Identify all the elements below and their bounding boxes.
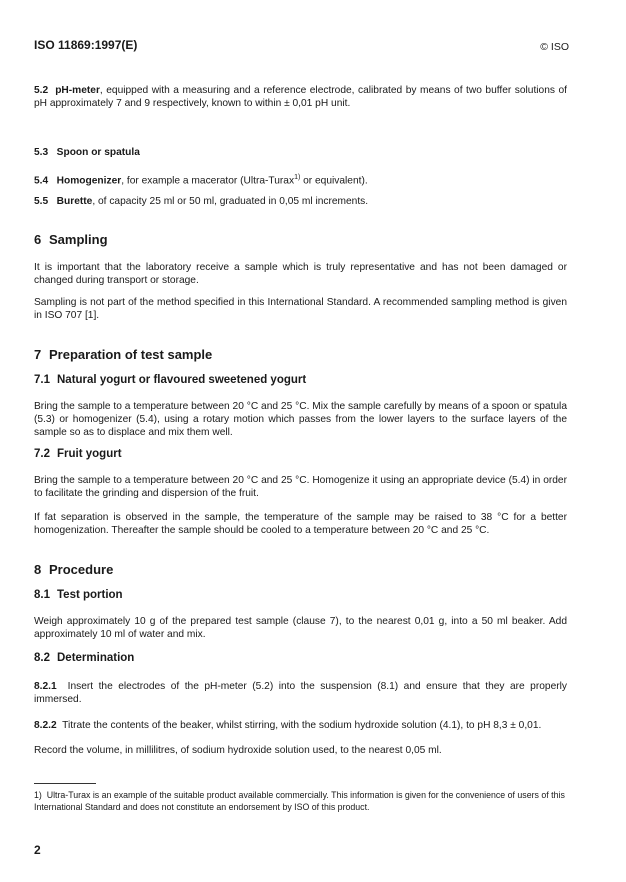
clause-number: 5.4 <box>34 175 49 187</box>
clause-8-2-2 <box>34 719 567 732</box>
clause-term: Burette <box>56 196 93 207</box>
paragraph: If fat separation is observed in the sample, the temperature of the sample may be raised to 38 °C for a better homogenization. Thereafter the sample should be cooled to a temperature between 20 °C and 25 °C. <box>34 512 567 536</box>
paragraph: Record the volume, in millilitres, of sodium hydroxide solution used, to the nearest 0,05 ml. <box>34 745 442 756</box>
paragraph: Weigh approximately 10 g of the prepared test sample (clause 7), to the nearest 0,01 g, into a 50 ml beaker. Add approximately 10 ml of water and mix. <box>34 616 567 640</box>
copyright-notice: © ISO <box>540 41 569 53</box>
section-title: Determination <box>57 652 135 664</box>
section-number: 6 <box>34 232 42 247</box>
footnote <box>34 789 567 813</box>
clause-term: Spoon or spatula <box>56 147 140 158</box>
section-heading-7 <box>34 347 212 362</box>
clause-number: 8.2.2 <box>34 720 57 731</box>
section-number: 7 <box>34 347 42 362</box>
section-title: Preparation of test sample <box>49 347 213 362</box>
paragraph: Sampling is not part of the method specified in this International Standard. A recommended sampling method is given in ISO 707 [1]. <box>34 297 567 321</box>
standard-designation: ISO 11869:1997(E) <box>34 38 138 52</box>
footnote-separator <box>34 783 96 784</box>
section-title: Natural yogurt or flavoured sweetened yogurt <box>57 374 307 386</box>
section-title: Sampling <box>49 232 108 247</box>
clause-text: , for example a macerator (Ultra-Turax <box>121 175 295 187</box>
subsection-heading-7-1 <box>34 374 306 386</box>
section-heading-8 <box>34 562 113 577</box>
paragraph: It is important that the laboratory receive a sample which is truly representative and has not been damaged or changed during transport or storage. <box>34 262 567 286</box>
clause-5-5 <box>34 195 567 208</box>
clause-text: or equivalent). <box>300 175 368 187</box>
clause-number: 5.2 <box>34 85 49 96</box>
clause-text: , equipped with a measuring and a reference electrode, calibrated by means of two buffer solutions of pH approximately 7 and 9 respectively, known to within ± 0,01 pH unit. <box>34 85 567 109</box>
section-number: 8.2 <box>34 652 50 664</box>
paragraph: Bring the sample to a temperature between 20 °C and 25 °C. Mix the sample carefully by means of a spoon or spatula (5.3) or homogenizer (5.4), using a rotary motion which passes from the lower layers to the surface layers of the sample so as to displace and mix them well. <box>34 401 567 438</box>
clause-text: Insert the electrodes of the pH-meter (5.2) into the suspension (8.1) and ensure that they are properly immersed. <box>34 681 567 705</box>
clause-number: 8.2.1 <box>34 681 57 692</box>
section-heading-6 <box>34 232 108 247</box>
section-title: Fruit yogurt <box>57 448 122 460</box>
clause-5-4 <box>34 171 567 187</box>
clause-text: Titrate the contents of the beaker, whilst stirring, with the sodium hydroxide solution (4.1), to pH 8,3 ± 0,01. <box>62 720 542 731</box>
section-number: 7.2 <box>34 448 50 460</box>
clause-5-3 <box>34 146 567 159</box>
clause-8-2-1 <box>34 680 567 706</box>
paragraph: Bring the sample to a temperature between 20 °C and 25 °C. Homogenize it using an appropriate device (5.4) in order to facilitate the grinding and dispersion of the fruit. <box>34 475 567 499</box>
footnote-reference: 1) <box>294 174 301 181</box>
section-number: 7.1 <box>34 374 50 386</box>
clause-term: Homogenizer <box>56 175 122 187</box>
clause-number: 5.3 <box>34 147 49 158</box>
subsection-heading-7-2 <box>34 448 122 460</box>
section-number: 8 <box>34 562 42 577</box>
section-title: Test portion <box>57 589 123 601</box>
section-number: 8.1 <box>34 589 50 601</box>
footnote-text: Ultra-Turax is an example of the suitable product available commercially. This information is given for the convenience of users of this International Standard and does not constitute an endorsement by ISO of this product. <box>34 790 565 812</box>
subsection-heading-8-2 <box>34 652 134 664</box>
section-title: Procedure <box>49 562 114 577</box>
clause-term: pH-meter <box>55 85 100 96</box>
page-number: 2 <box>34 843 41 857</box>
clause-5-2 <box>34 84 567 110</box>
clause-text: , of capacity 25 ml or 50 ml, graduated in 0,05 ml increments. <box>92 196 369 207</box>
clause-number: 5.5 <box>34 196 49 207</box>
subsection-heading-8-1 <box>34 589 123 601</box>
footnote-mark: 1) <box>34 790 42 800</box>
